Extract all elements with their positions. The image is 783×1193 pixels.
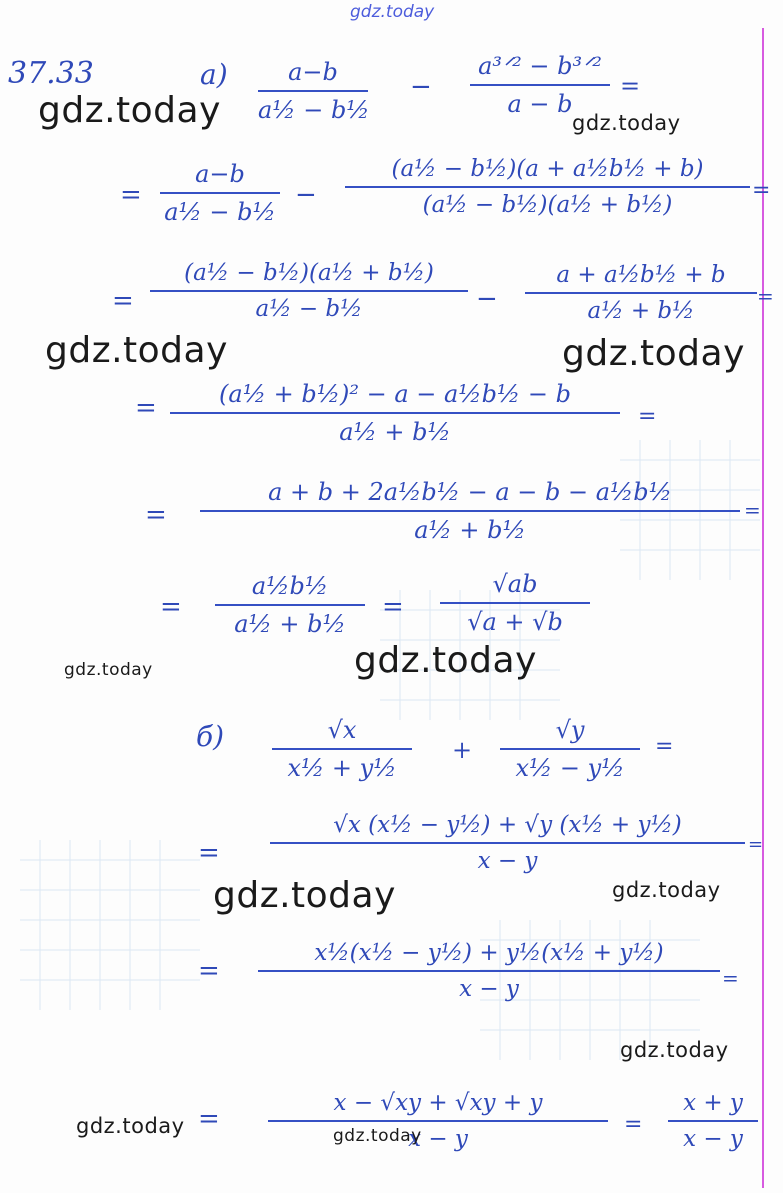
equals-sign: =	[198, 1104, 220, 1134]
fraction-numerator: (a½ − b½)(a + a½b½ + b)	[391, 156, 704, 182]
part-b-label: б)	[196, 720, 225, 753]
operator: −	[476, 284, 498, 314]
fraction-bar	[272, 748, 412, 750]
fraction-denominator: (a½ − b½)(a½ + b½)	[422, 192, 673, 218]
fraction-numerator: √y	[555, 716, 585, 744]
fraction-bar	[668, 1120, 758, 1122]
fraction-numerator: x½(x½ − y½) + y½(x½ + y½)	[314, 940, 664, 966]
fraction	[500, 716, 640, 782]
fraction-bar	[345, 186, 750, 188]
equals-sign: =	[145, 500, 167, 530]
fraction	[440, 570, 590, 636]
equals-sign: =	[655, 734, 674, 759]
fraction-bar	[258, 970, 720, 972]
equals-sign: =	[120, 180, 142, 210]
equals-sign: =	[160, 592, 182, 622]
fraction-numerator: a½b½	[251, 572, 329, 600]
fraction-denominator: a½ + b½	[234, 610, 346, 638]
fraction-bar	[258, 90, 368, 92]
problem-number: 37.33	[8, 56, 94, 91]
fraction-denominator: x½ + y½	[287, 754, 397, 782]
equals-sign: =	[112, 286, 134, 316]
fraction-bar	[268, 1120, 608, 1122]
watermark: gdz.today	[354, 640, 537, 681]
fraction-denominator: x − y	[477, 848, 538, 874]
fraction-numerator: x − √xy + √xy + y	[333, 1090, 543, 1116]
fraction-bar	[500, 748, 640, 750]
header-watermark: gdz.today	[350, 2, 435, 22]
fraction	[258, 940, 720, 1002]
fraction	[525, 262, 757, 324]
fraction-denominator: x − y	[459, 976, 519, 1002]
operator: −	[295, 180, 317, 210]
watermark: gdz.today	[76, 1114, 185, 1138]
fraction-denominator: a½ + b½	[587, 298, 695, 324]
fraction-numerator: a³ᐟ² − b³ᐟ²	[478, 52, 602, 80]
fraction-numerator: a + a½b½ + b	[556, 262, 726, 288]
operator: +	[452, 736, 473, 764]
equals-sign: =	[757, 284, 774, 308]
fraction-denominator: x − y	[683, 1126, 743, 1152]
fraction-numerator: (a½ + b½)² − a − a½b½ − b	[219, 380, 571, 408]
equals-sign: =	[620, 72, 641, 100]
fraction-bar	[440, 602, 590, 604]
fraction	[272, 716, 412, 782]
fraction-numerator: a + b + 2a½b½ − a − b − a½b½	[268, 478, 672, 506]
watermark: gdz.today	[612, 878, 721, 902]
watermark: gdz.today	[213, 875, 396, 916]
equals-sign: =	[752, 178, 771, 203]
watermark: gdz.today	[38, 90, 221, 131]
fraction-bar	[150, 290, 468, 292]
fraction-denominator: x½ − y½	[515, 754, 625, 782]
fraction-bar	[270, 842, 745, 844]
fraction-denominator: a½ − b½	[255, 296, 363, 322]
equals-sign: =	[135, 393, 157, 423]
fraction	[470, 52, 610, 118]
fraction-bar	[215, 604, 365, 606]
equals-sign: =	[198, 838, 220, 868]
watermark: gdz.today	[45, 330, 228, 371]
fraction-numerator: √x	[327, 716, 357, 744]
fraction-numerator: (a½ − b½)(a½ + b½)	[184, 260, 434, 286]
fraction	[668, 1090, 758, 1152]
fraction-numerator: √x (x½ − y½) + √y (x½ + y½)	[333, 812, 682, 838]
fraction-bar	[470, 84, 610, 86]
fraction-denominator: a½ − b½	[164, 198, 276, 226]
fraction	[345, 156, 750, 218]
fraction-numerator: √ab	[492, 570, 538, 598]
fraction	[268, 1090, 608, 1152]
fraction-numerator: x + y	[683, 1090, 743, 1116]
watermark: gdz.today	[333, 1126, 422, 1146]
equals-sign: =	[198, 956, 220, 986]
fraction	[200, 478, 740, 544]
equals-sign: =	[638, 404, 657, 429]
watermark: gdz.today	[620, 1038, 729, 1062]
fraction-numerator: a−b	[288, 58, 338, 86]
fraction-bar	[170, 412, 620, 414]
fraction-denominator: a½ + b½	[339, 418, 451, 446]
fraction	[160, 160, 280, 226]
fraction-denominator: a − b	[507, 90, 573, 118]
watermark: gdz.today	[562, 333, 745, 374]
fraction	[270, 812, 745, 874]
part-a-label: а)	[200, 58, 228, 91]
watermark: gdz.today	[572, 111, 681, 135]
fraction	[258, 58, 368, 124]
equals-sign: =	[722, 966, 739, 990]
watermark: gdz.today	[64, 660, 153, 680]
fraction-bar	[525, 292, 757, 294]
fraction-denominator: √a + √b	[467, 608, 563, 636]
fraction-denominator: a½ − b½	[258, 96, 370, 124]
equals-sign: =	[748, 834, 764, 855]
fraction-numerator: a−b	[195, 160, 245, 188]
fraction	[170, 380, 620, 446]
equals-sign: =	[382, 592, 404, 622]
fraction-bar	[200, 510, 740, 512]
fraction	[215, 572, 365, 638]
fraction	[150, 260, 468, 322]
equals-sign: =	[624, 1112, 643, 1137]
operator: −	[410, 72, 432, 102]
fraction-denominator: a½ + b½	[414, 516, 526, 544]
fraction-denominator: x − y	[408, 1126, 468, 1152]
fraction-bar	[160, 192, 280, 194]
equals-sign: =	[744, 498, 761, 522]
